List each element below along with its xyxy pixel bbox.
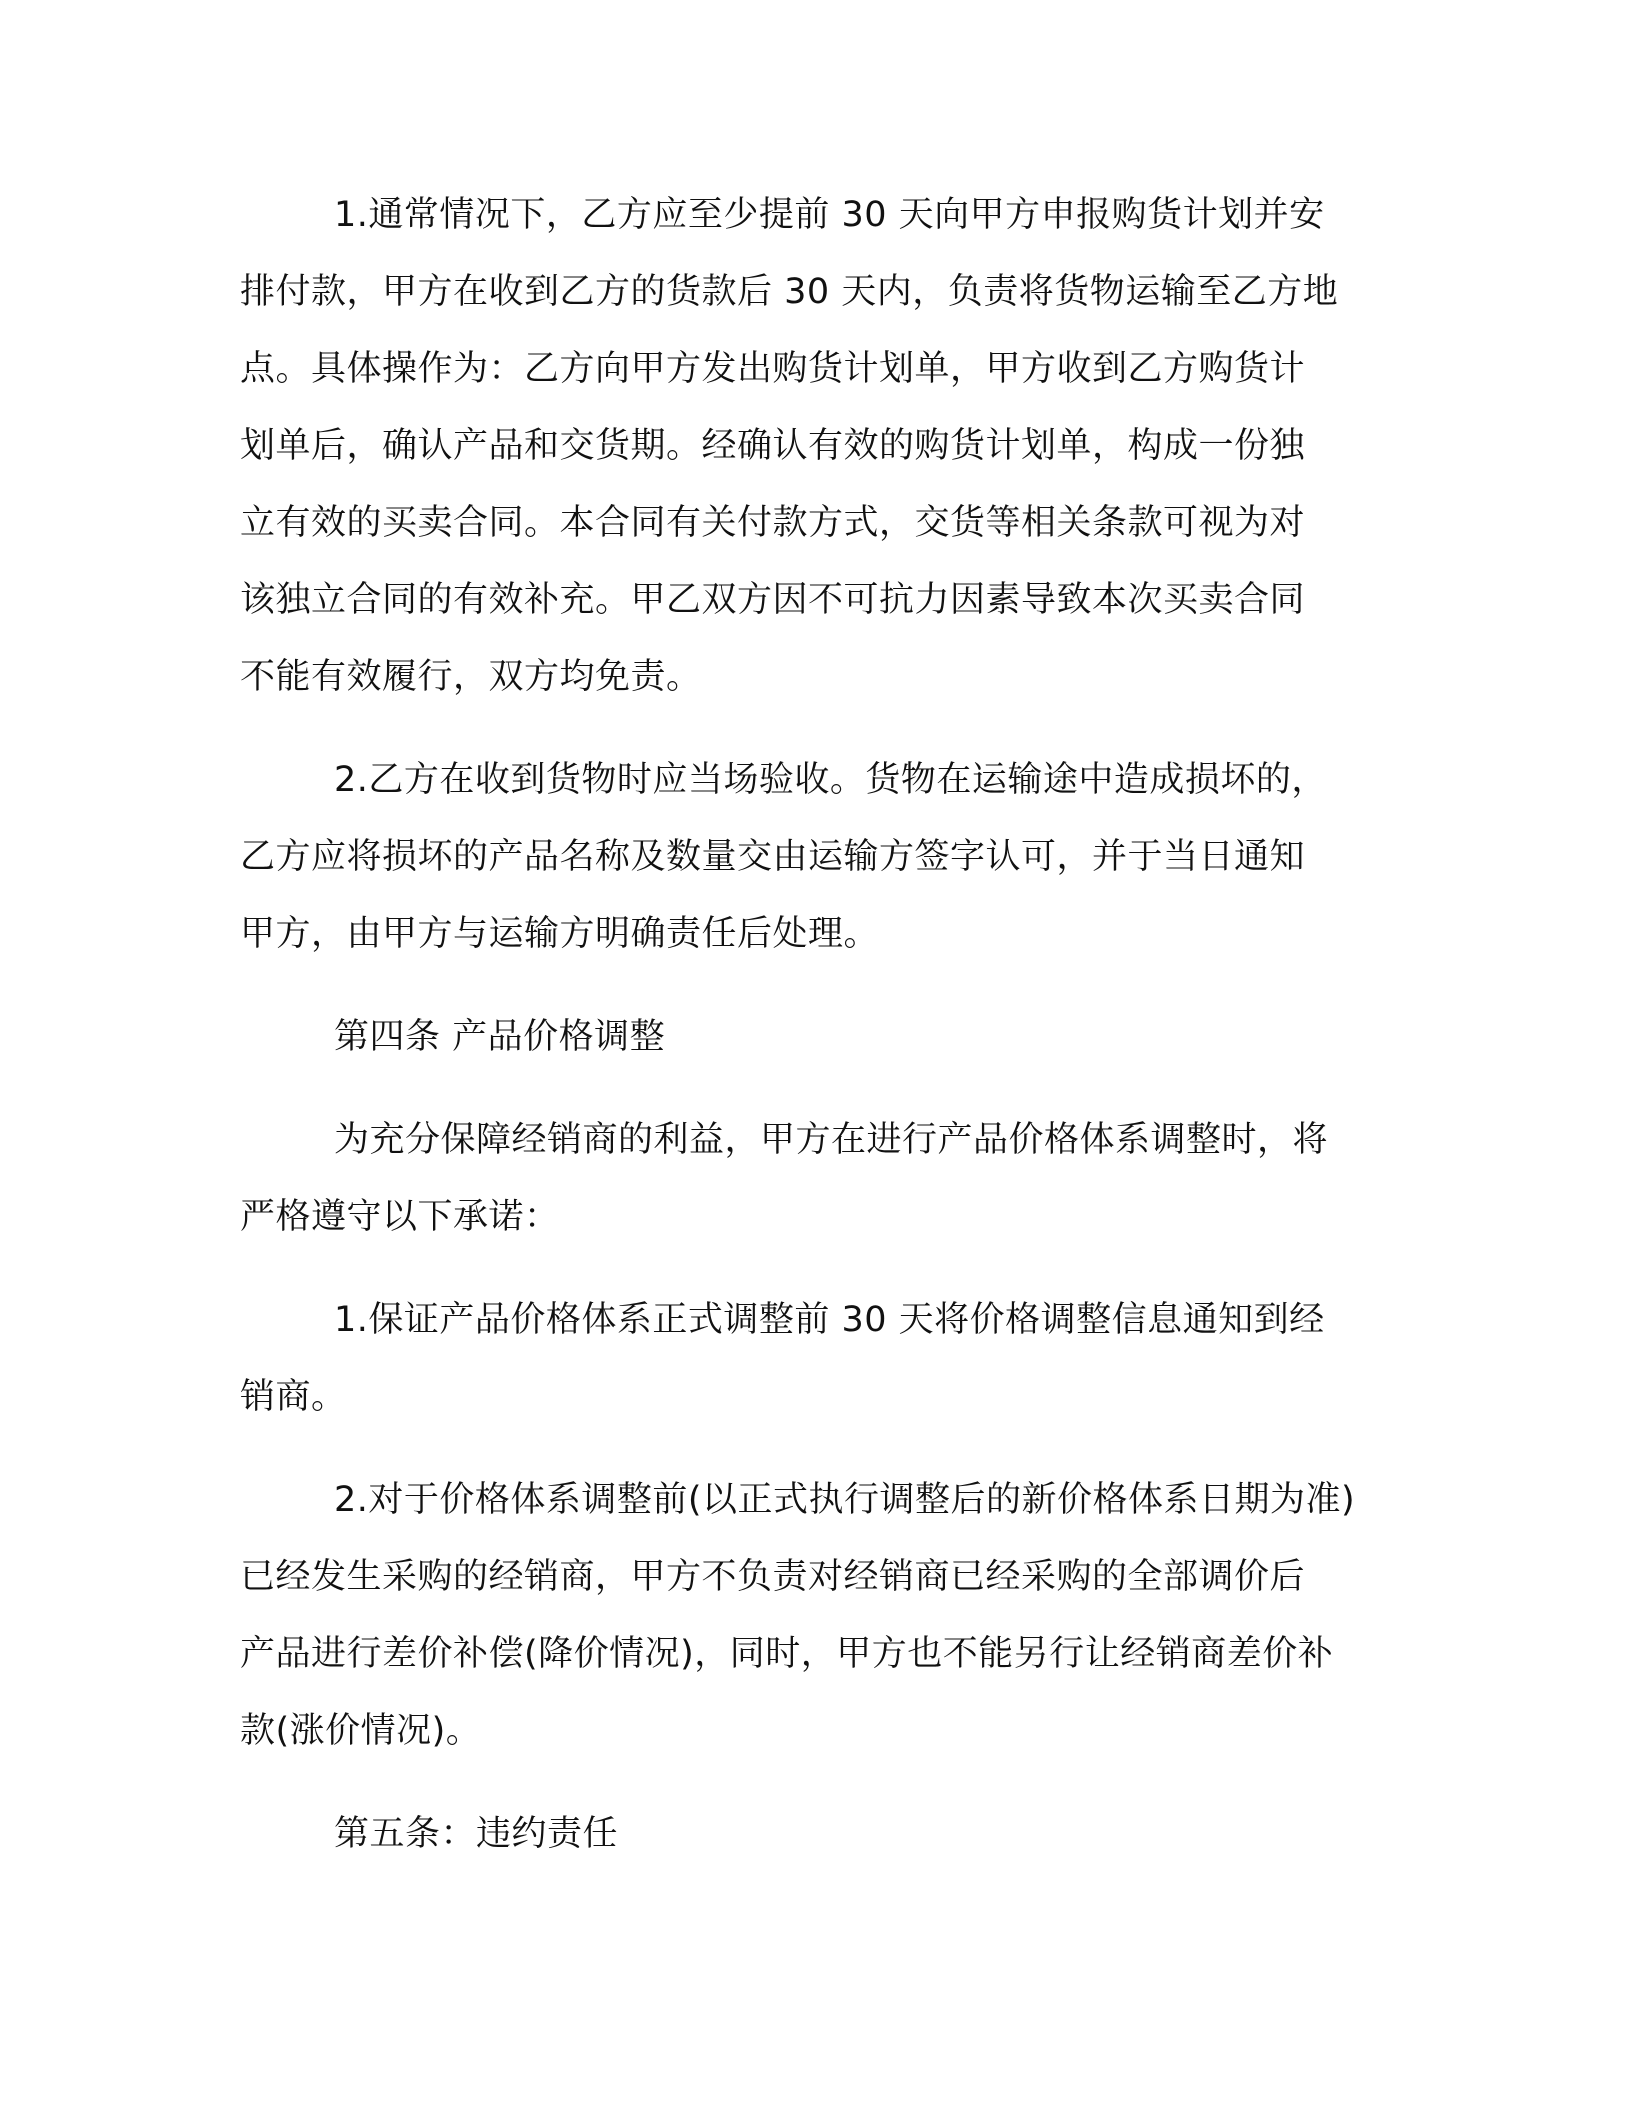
paragraph-5-line-3: 产品进行差价补偿(降价情况)，同时，甲方也不能另行让经销商差价补 (240, 1634, 1334, 1674)
paragraph-3-line-2: 严格遵守以下承诺： (240, 1197, 560, 1237)
paragraph-2-line-1: 2.乙方在收到货物时应当场验收。货物在运输途中造成损坏的， (334, 760, 1327, 800)
paragraph-1-line-2: 排付款，甲方在收到乙方的货款后 30 天内，负责将货物运输至乙方地 (240, 272, 1339, 312)
paragraph-3-line-1: 为充分保障经销商的利益，甲方在进行产品价格体系调整时，将 (334, 1120, 1329, 1160)
paragraph-5-line-2: 已经发生采购的经销商，甲方不负责对经销商已经采购的全部调价后 (240, 1557, 1306, 1597)
paragraph-5-line-1: 2.对于价格体系调整前(以正式执行调整后的新价格体系日期为准) (334, 1480, 1356, 1520)
paragraph-4-line-1: 1.保证产品价格体系正式调整前 30 天将价格调整信息通知到经 (334, 1300, 1325, 1340)
paragraph-1-line-1: 1.通常情况下，乙方应至少提前 30 天向甲方申报购货计划并安 (334, 195, 1325, 235)
paragraph-4-line-2: 销商。 (240, 1377, 347, 1417)
paragraph-2-line-3: 甲方，由甲方与运输方明确责任后处理。 (240, 914, 880, 954)
paragraph-1-line-6: 该独立合同的有效补充。甲乙双方因不可抗力因素导致本次买卖合同 (240, 580, 1306, 620)
paragraph-1-line-5: 立有效的买卖合同。本合同有关付款方式，交货等相关条款可视为对 (240, 503, 1306, 543)
paragraph-1-line-7: 不能有效履行，双方均免责。 (240, 657, 702, 697)
paragraph-1-line-4: 划单后，确认产品和交货期。经确认有效的购货计划单，构成一份独 (240, 426, 1306, 466)
article-5-heading: 第五条：违约责任 (334, 1814, 619, 1854)
paragraph-5-line-4: 款(涨价情况)。 (240, 1711, 482, 1751)
paragraph-2-line-2: 乙方应将损坏的产品名称及数量交由运输方签字认可，并于当日通知 (240, 837, 1306, 877)
article-4-heading: 第四条 产品价格调整 (334, 1017, 666, 1057)
paragraph-1-line-3: 点。具体操作为：乙方向甲方发出购货计划单，甲方收到乙方购货计 (240, 349, 1306, 389)
